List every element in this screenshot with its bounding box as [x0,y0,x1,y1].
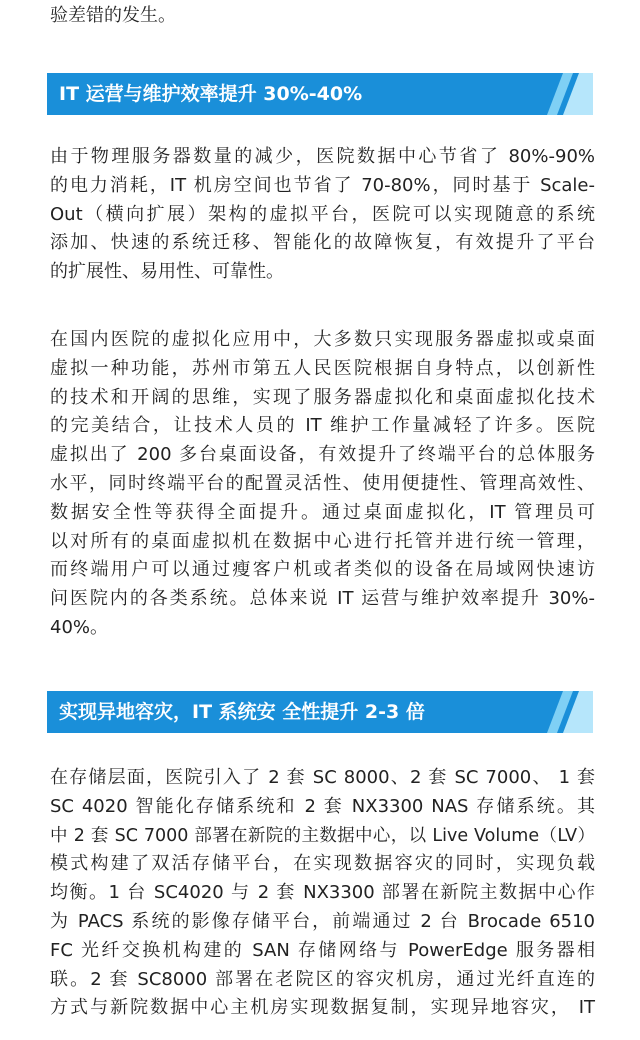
stripes-decoration-icon [533,73,593,115]
paragraph-line: 均衡。1 台 SC4020 与 2 套 NX3300 部署在新院主数据中心作 [50,882,595,904]
paragraph-line: 方式与新院数据中心主机房实现数据复制，实现异地容灾， IT [50,997,595,1019]
paragraph-line: 问医院内的各类系统。总体来说 IT 运营与维护效率提升 30%- [50,588,595,610]
paragraph-line: 的技术和开阔的思维，实现了服务器虚拟化和桌面虚拟化技术 [50,386,595,408]
paragraph-line: 由于物理服务器数量的减少，医院数据中心节省了 80%-90% [50,146,595,167]
paragraph-line: SC 4020 智能化存储系统和 2 套 NX3300 NAS 存储系统。其 [50,795,595,817]
paragraph-line: 虚拟一种功能，苏州市第五人民医院根据自身特点，以创新性 [50,357,595,379]
paragraph-line: 虚拟出了 200 多台桌面设备，有效提升了终端平台的总体服务 [50,444,595,466]
section1-paragraph-2 [50,326,595,643]
section1-paragraph-1 [50,143,595,287]
paragraph-line: FC 光纤交换机构建的 SAN 存储网络与 PowerEdge 服务器相 [50,939,595,961]
stripes-decoration-icon [533,691,593,733]
paragraph-line: 的电力消耗，IT 机房空间也节省了 70-80%，同时基于 Scale- [50,174,595,196]
paragraph-line: 而终端用户可以通过瘦客户机或者类似的设备在局域网快速访 [50,559,595,581]
paragraph-line: 添加、快速的系统迁移、智能化的故障恢复，有效提升了平台 [50,232,595,254]
section-heading-banner [47,691,593,733]
section-title: IT 运营与维护效率提升 30%-40% [59,83,363,105]
paragraph-line: 在国内医院的虚拟化应用中，大多数只实现服务器虚拟或桌面 [50,329,595,350]
paragraph-line: 验差错的发生。 [50,5,176,26]
paragraph-line: 为 PACS 系统的影像存储平台，前端通过 2 台 Brocade 6510 [50,910,595,932]
paragraph-line: Out（横向扩展）架构的虚拟平台，医院可以实现随意的系统 [50,203,595,225]
paragraph-line: 以对所有的桌面虚拟机在数据中心进行托管并进行统一管理， [50,530,595,552]
paragraph-line: 联。2 套 SC8000 部署在老院区的容灾机房，通过光纤直连的 [50,968,595,990]
paragraph-line: 在存储层面，医院引入了 2 套 SC 8000、2 套 SC 7000、 1 套 [50,767,595,788]
section2-paragraph-1 [50,764,595,1023]
paragraph-line: 水平，同时终端平台的配置灵活性、使用便捷性、管理高效性、 [50,472,595,494]
paragraph-line: 的完美结合，让技术人员的 IT 维护工作量减轻了许多。医院 [50,415,595,437]
paragraph-line: 中 2 套 SC 7000 部署在新院的主数据中心，以 Live Volume（LV） [50,825,595,846]
section-heading-banner [47,73,593,115]
paragraph-line: 数据安全性等获得全面提升。通过桌面虚拟化，IT 管理员可 [50,501,595,523]
paragraph-line: 40%。 [50,616,109,638]
paragraph-line: 的扩展性、易用性、可靠性。 [50,261,284,283]
intro-paragraph [50,2,595,31]
paragraph-line: 模式构建了双活存储平台，在实现数据容灾的同时，实现负载 [50,853,595,875]
section-title: 实现异地容灾，IT 系统安 全性提升 2-3 倍 [59,701,425,723]
